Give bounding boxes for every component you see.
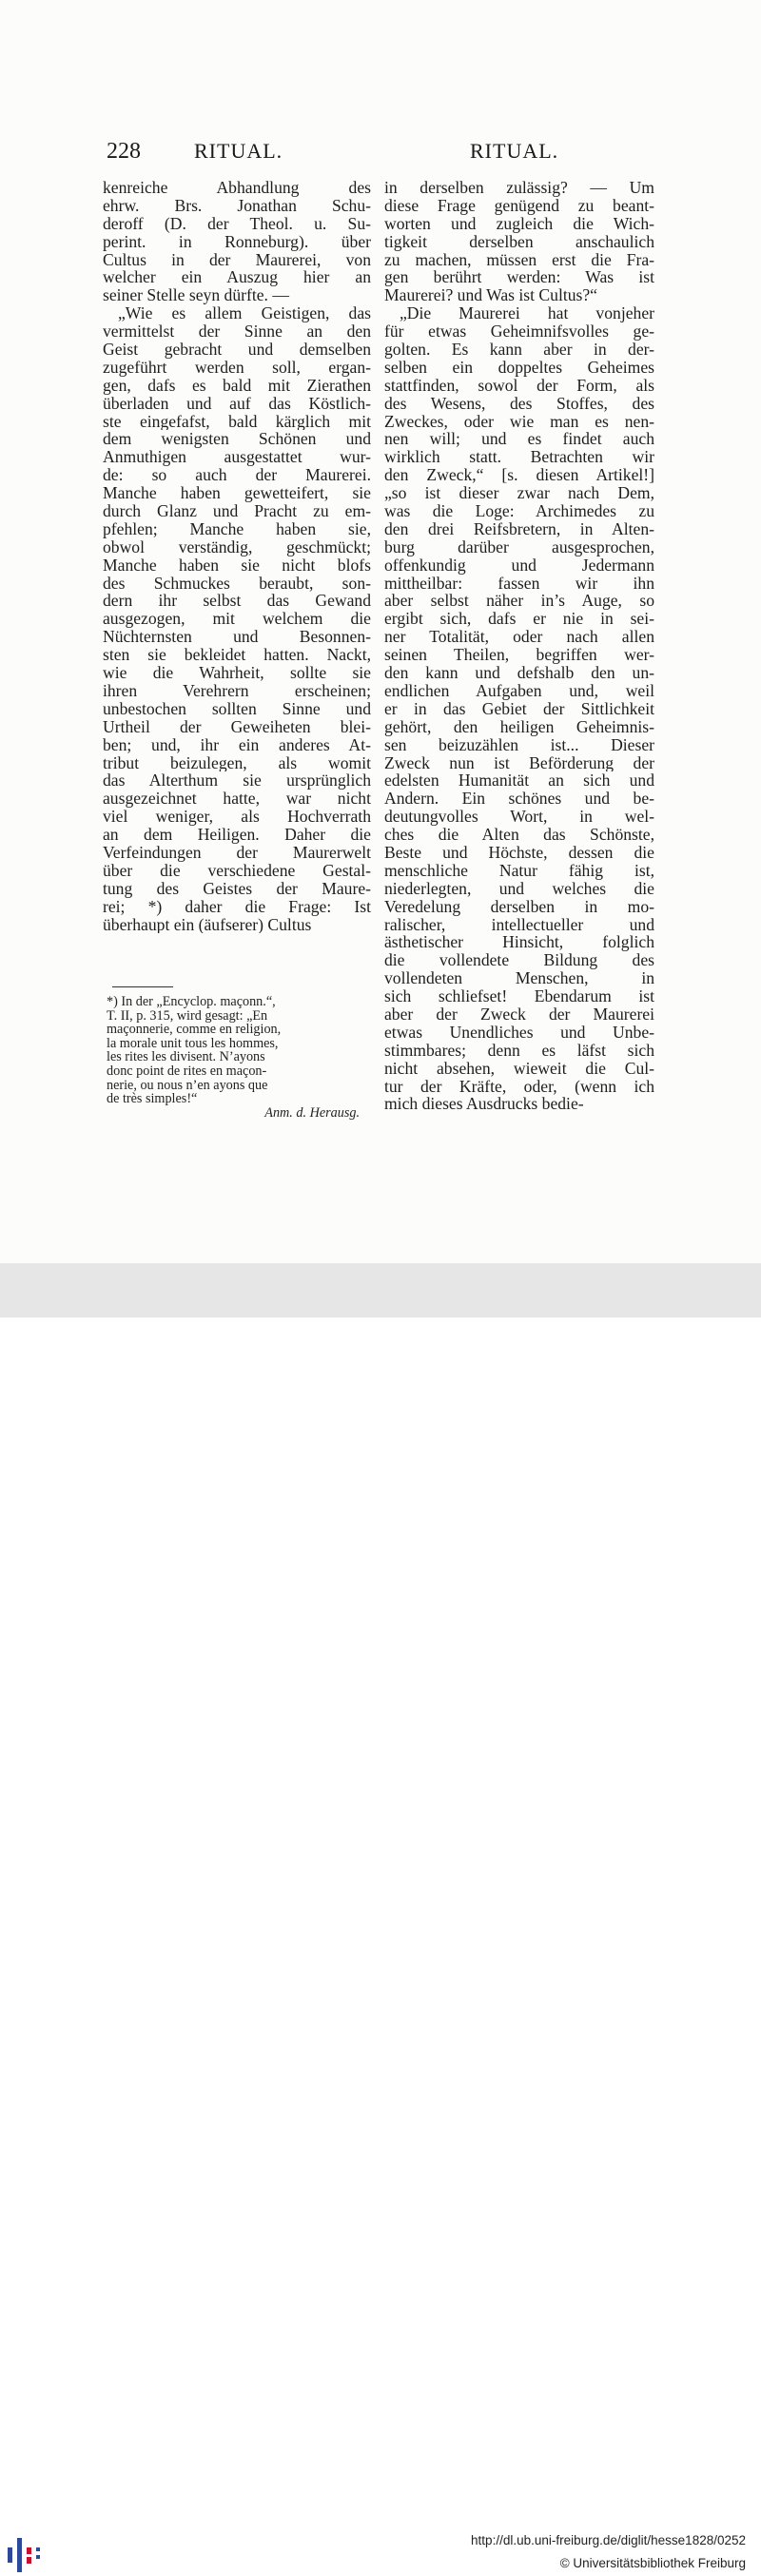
text-line: seinen Theilen, begriffen wer- (384, 646, 654, 665)
text-line: golten. Es kann aber in der- (384, 341, 654, 359)
text-line: viel weniger, als Hochverrath (103, 808, 371, 827)
text-line: Verfeindungen der Maurerwelt (103, 843, 371, 862)
copyright-text: © Universitätsbibliothek Freiburg (559, 2556, 746, 2570)
text-line: welcher ein Auszug hier an (103, 268, 371, 287)
text-line: Zweckes, oder wie man es nen- (384, 412, 654, 431)
text-line: nicht absehen, wieweit die Cul- (384, 1059, 654, 1078)
source-url-link[interactable]: http://dl.ub.uni-freiburg.de/diglit/hesse1828/0252 (471, 2533, 746, 2547)
footnote (107, 995, 363, 1120)
text-line: Beste und Höchste, dessen die (384, 843, 654, 862)
footnote-line: maçonnerie, comme en religion, (107, 1023, 282, 1037)
text-line: selben ein doppeltes Geheimes (384, 358, 654, 377)
text-line: edelsten Humanität an sich und (384, 771, 654, 790)
right-text-column (384, 179, 654, 1113)
text-line: rei; *) daher die Frage: Ist (103, 897, 371, 916)
text-line: er in das Gebiet der Sittlichkeit (384, 699, 654, 718)
page-number: 228 (107, 139, 141, 164)
footnote-line: donc point de rites en maçon- (107, 1064, 267, 1079)
text-line: des Schmuckes beraubt, son- (103, 574, 371, 593)
text-line: Manche haben sie nicht blofs (103, 556, 371, 575)
text-line: Zweck nun ist Beförderung der (384, 753, 654, 772)
text-line: seiner Stelle seyn dürfte. — (103, 286, 289, 305)
text-line: Andern. Ein schönes und be- (384, 790, 654, 809)
text-line: offenkundig und Jedermann (384, 556, 654, 575)
footnote-line: la morale unit tous les hommes, (107, 1036, 279, 1051)
text-line: ehrw. Brs. Jonathan Schu- (103, 196, 371, 215)
text-line: tigkeit derselben anschaulich (384, 232, 654, 251)
text-line: sen beizuzählen ist... Dieser (384, 735, 654, 754)
text-line: tribut beizulegen, als womit (103, 753, 371, 772)
text-line: etwas Unendliches und Unbe- (384, 1023, 654, 1042)
text-line: das Alterthum sie ursprünglich (103, 771, 371, 790)
text-line: überladen und auf das Köstlich- (103, 394, 371, 413)
text-line: gen berührt werden: Was ist (384, 268, 654, 287)
footnote-line: nerie, ou nous n’en ayons que (107, 1078, 268, 1093)
text-line: Urtheil der Geweiheten blei- (103, 717, 371, 736)
text-line: ches die Alten das Schönste, (384, 826, 654, 844)
text-line: über die verschiedene Gestal- (103, 861, 371, 880)
running-title-left: RITUAL. (194, 139, 283, 163)
text-line: in derselben zulässig? — Um (384, 179, 654, 197)
text-line: kenreiche Abhandlung des (103, 179, 371, 197)
text-line: niederlegten, und welches die (384, 879, 654, 898)
text-line: endlichen Aufgaben und, weil (384, 681, 654, 700)
text-line: stattfinden, sowol der Form, als (384, 376, 654, 395)
text-line: an dem Heiligen. Daher die (103, 826, 371, 844)
text-line: burg darüber ausgesprochen, (384, 537, 654, 556)
text-line: durch Glanz und Pracht zu em- (103, 502, 371, 520)
left-text-column (103, 179, 371, 933)
text-line: Geist gebracht und demselben (103, 341, 371, 359)
text-line: Manche haben gewetteifert, sie (103, 484, 371, 503)
footnote-rule (112, 986, 173, 987)
text-line: Maurerei? und Was ist Cultus?“ (384, 286, 597, 305)
text-line: ästhetischer Hinsicht, folglich (384, 933, 654, 952)
text-line: „Die Maurerei hat vonjeher (400, 304, 654, 323)
text-line: vermittelst der Sinne an den (103, 322, 371, 342)
text-line: Nüchternsten und Besonnen- (103, 628, 371, 647)
text-line: ausgezogen, mit welchem die (103, 610, 371, 629)
text-line: ergibt sich, dafs er nie in sei- (384, 610, 654, 629)
text-line: den drei Reifsbretern, in Alten- (384, 519, 654, 538)
text-line: wirklich statt. Betrachten wir (384, 448, 654, 467)
text-line: ihren Verehrern erscheinen; (103, 681, 371, 700)
text-line: überhaupt ein (äufserer) Cultus (103, 915, 312, 934)
text-line: gehört, den heiligen Geheimnis- (384, 717, 654, 736)
text-line: unbestochen sollten Sinne und (103, 699, 371, 718)
text-line: ralischer, intellectueller und (384, 915, 654, 934)
footer-bar (0, 1263, 761, 2570)
text-line: ausgezeichnet hatte, war nicht (103, 790, 371, 809)
text-line: menschliche Natur fähig ist, (384, 861, 654, 880)
text-line: wie die Wahrheit, sollte sie (103, 664, 371, 682)
text-line: ste eingefafst, bald kärglich mit (103, 412, 371, 431)
text-line: Cultus in der Maurerei, von (103, 250, 371, 269)
footnote-line: les rites les divisent. N’ayons (107, 1050, 265, 1064)
text-line: de: so auch der Maurerei. (103, 466, 371, 485)
text-line: obwol verständig, geschmückt; (103, 537, 371, 556)
text-line: ner Totalität, oder nach allen (384, 628, 654, 647)
text-line: tur der Kräfte, oder, (wenn ich (384, 1077, 654, 1096)
text-line: den Zweck,“ [s. diesen Artikel!] (384, 466, 654, 485)
text-line: was die Loge: Archimedes zu (384, 502, 654, 520)
text-line: ben; und, ihr ein anderes At- (103, 735, 371, 754)
text-line: perint. in Ronneburg). über (103, 232, 371, 251)
text-line: für etwas Geheimnifsvolles ge- (384, 322, 654, 342)
text-line: Veredelung derselben in mo- (384, 897, 654, 916)
text-line: mich dieses Ausdrucks bedie- (384, 1095, 584, 1114)
text-line: pfehlen; Manche haben sie, (103, 519, 371, 538)
text-line: den kann und defshalb den un- (384, 664, 654, 682)
text-line: die vollendete Bildung des (384, 951, 654, 970)
running-title-right: RITUAL. (470, 139, 559, 163)
text-line: des Wesens, des Stoffes, des (384, 394, 654, 413)
text-line: aber der Zweck der Maurerei (384, 1005, 654, 1024)
text-line: „so ist dieser zwar nach Dem, (384, 484, 654, 503)
footnote-signature: Anm. d. Herausg. (264, 1105, 360, 1121)
text-line: zugeführt werden soll, ergan- (103, 358, 371, 377)
text-line: zu machen, müssen erst die Fra- (384, 250, 654, 269)
text-line: Anmuthigen ausgestattet wur- (103, 448, 371, 467)
text-line: vollendeten Menschen, in (384, 969, 654, 988)
text-line: stimmbares; denn es läfst sich (384, 1041, 654, 1060)
text-line: gen, dafs es bald mit Zierathen (103, 376, 371, 395)
text-line: worten und zugleich die Wich- (384, 214, 654, 233)
text-line: sten sie bekleidet hatten. Nackt, (103, 646, 371, 665)
text-line: diese Frage genügend zu beant- (384, 196, 654, 215)
text-line: dem wenigsten Schönen und (103, 430, 371, 449)
text-line: aber selbst näher in’s Auge, so (384, 592, 654, 611)
text-line: sich schliefset! Ebendarum ist (384, 987, 654, 1005)
text-line: nen will; und es findet auch (384, 430, 654, 449)
text-line: deroff (D. der Theol. u. Su- (103, 214, 371, 233)
ub-freiburg-logo-icon[interactable] (4, 2534, 49, 2576)
text-line: dern ihr selbst das Gewand (103, 592, 371, 611)
text-line: „Wie es allem Geistigen, das (118, 304, 371, 323)
text-line: tung des Geistes der Maure- (103, 879, 371, 898)
text-line: mittheilbar: fassen wir ihn (384, 574, 654, 593)
footnote-line: de très simples!“ (107, 1092, 198, 1106)
footnote-line: *) In der „Encyclop. maçonn.“, (107, 995, 276, 1009)
page-header (0, 139, 761, 167)
text-line: deutungvolles Wort, in wel- (384, 808, 654, 827)
scanned-page (0, 0, 761, 1263)
footnote-line: T. II, p. 315, wird gesagt: „En (107, 1008, 268, 1024)
